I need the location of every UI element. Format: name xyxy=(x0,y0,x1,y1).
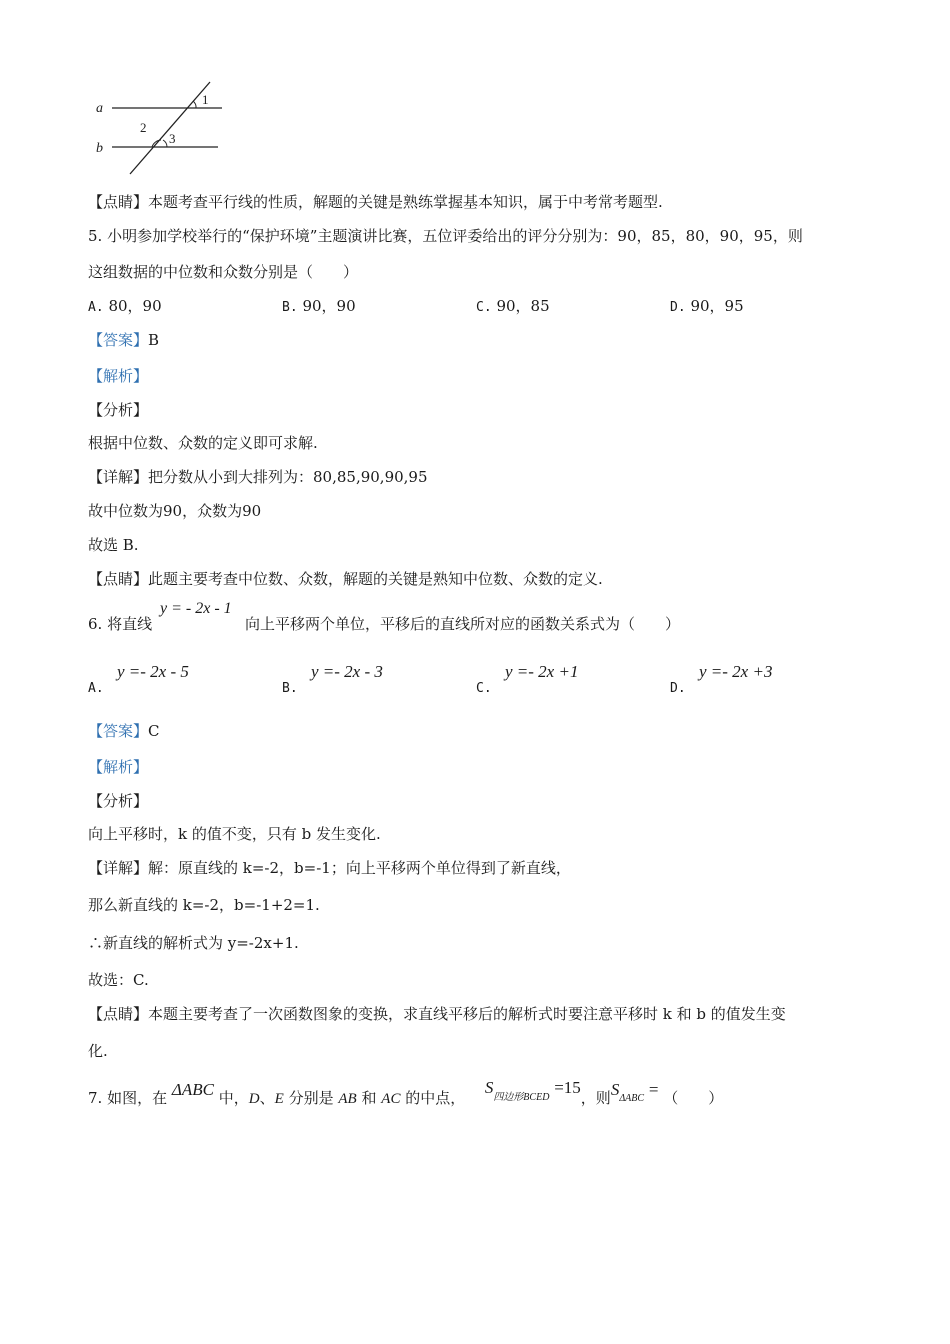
option-label: D. xyxy=(670,681,686,696)
label-a: a xyxy=(96,101,103,116)
option-label: C. xyxy=(476,681,492,696)
q7-ab: AB xyxy=(338,1091,357,1107)
q5-analysis-tag: 【解析】 xyxy=(88,367,149,385)
option-text: 90，85 xyxy=(496,297,550,315)
q7-s2-equals: = xyxy=(648,1080,659,1099)
q7-mid2: 分别是 xyxy=(288,1089,334,1107)
q4-comment: 【点睛】本题考查平行线的性质，解题的关键是熟练掌握基本知识，属于中考常考题型. xyxy=(88,193,663,211)
q5-answer xyxy=(88,330,159,350)
option-label: C. xyxy=(476,300,492,315)
option-text: 80，90 xyxy=(108,297,162,315)
q7-point-d: D xyxy=(248,1091,260,1107)
q6-option-d xyxy=(670,677,686,699)
q6-option-d-equation: y =- 2x +3 xyxy=(699,662,773,681)
option-label: D. xyxy=(670,300,686,315)
q6-answer xyxy=(88,721,160,741)
q7-s2: S xyxy=(610,1080,620,1099)
q7-and: 和 xyxy=(361,1089,377,1107)
q6-detail-1: 【详解】解：原直线的 k=-2，b=-1；向上平移两个单位得到了新直线， xyxy=(88,859,571,877)
q5-fenxi-tag: 【分析】 xyxy=(88,401,149,419)
q6-detail-3: ∴新直线的解析式为 y=-2x+1. xyxy=(88,934,299,952)
q6-stem-post: 向上平移两个单位，平移后的直线所对应的函数关系式为（ ） xyxy=(245,615,681,633)
q6-detail-2: 那么新直线的 k=-2，b=-1+2=1. xyxy=(88,896,320,914)
q6-comment-1: 【点睛】本题主要考查了一次函数图象的变换，求直线平移后的解析式时要注意平移时 k 和 b 的值发生变 xyxy=(88,1005,786,1023)
q5-option-c xyxy=(476,296,550,318)
q6-option-a-equation: y =- 2x - 5 xyxy=(117,662,189,681)
parallel-lines-figure xyxy=(90,78,230,178)
q6-option-c xyxy=(476,677,492,699)
q6-stem-pre: 6. 将直线 xyxy=(88,615,153,633)
q7-then: ，则 xyxy=(580,1089,611,1107)
q7-mid3: 的中点， xyxy=(405,1089,466,1107)
q6-fenxi-text: 向上平移时，k 的值不变，只有 b 发生变化. xyxy=(88,825,381,843)
option-label: B. xyxy=(282,681,298,696)
q7-s1-value: =15 xyxy=(554,1078,581,1097)
q6-stem-equation: y = - 2x - 1 xyxy=(160,600,232,617)
q5-comment: 【点睛】此题主要考查中位数、众数，解题的关键是熟知中位数、众数的定义. xyxy=(88,570,603,588)
q5-option-a xyxy=(88,296,162,318)
q7-mid1: 中， xyxy=(218,1089,249,1107)
q5-option-b xyxy=(282,296,356,318)
angle-1-label: 1 xyxy=(202,92,209,107)
q6-option-b-equation: y =- 2x - 3 xyxy=(311,662,383,681)
angle-3-arc xyxy=(163,140,167,147)
angle-3-label: 3 xyxy=(169,131,176,146)
q6-option-b xyxy=(282,677,298,699)
angle-2-label: 2 xyxy=(140,120,147,135)
option-label: A. xyxy=(88,300,104,315)
q7-point-e: E xyxy=(274,1091,284,1107)
q7-triangle: ΔABC xyxy=(171,1080,214,1099)
q6-analysis-tag: 【解析】 xyxy=(88,758,149,776)
answer-tag: 【答案】 xyxy=(88,331,149,349)
q7-s1-sub: 四边形BCED xyxy=(493,1092,550,1103)
option-label: A. xyxy=(88,681,104,696)
q7-blank: （ ） xyxy=(663,1089,724,1107)
angle-1-arc xyxy=(193,101,196,108)
q6-detail-4: 故选：C. xyxy=(88,971,149,989)
q7-s1: S xyxy=(484,1078,494,1097)
q6-option-a xyxy=(88,677,104,699)
q7-s2-sub: ΔABC xyxy=(619,1093,645,1104)
q5-detail-2: 故中位数为90，众数为90 xyxy=(88,502,262,520)
option-text: 90，95 xyxy=(690,297,744,315)
q6-option-c-equation: y =- 2x +1 xyxy=(505,662,579,681)
q5-stem-line1: 5. 小明参加学校举行的“保护环境”主题演讲比赛，五位评委给出的评分分别为：90，85，80，90，95，则 xyxy=(88,227,803,245)
q5-stem-line2: 这组数据的中位数和众数分别是（ ） xyxy=(88,263,359,281)
q5-detail-3: 故选 B. xyxy=(88,536,139,554)
answer-value: C xyxy=(148,722,160,740)
q7-sep: 、 xyxy=(259,1089,275,1107)
answer-value: B xyxy=(148,331,160,349)
label-b: b xyxy=(96,141,103,156)
q6-fenxi-tag: 【分析】 xyxy=(88,792,149,810)
q5-option-d xyxy=(670,296,744,318)
option-text: 90，90 xyxy=(302,297,356,315)
option-label: B. xyxy=(282,300,298,315)
q7-ac: AC xyxy=(381,1091,401,1107)
q7-pre: 7. 如图，在 xyxy=(88,1089,168,1107)
q7-stem xyxy=(88,1078,724,1111)
answer-tag: 【答案】 xyxy=(88,722,149,740)
q6-comment-2: 化. xyxy=(88,1042,108,1060)
q5-fenxi-text: 根据中位数、众数的定义即可求解. xyxy=(88,434,318,452)
q5-detail: 【详解】把分数从小到大排列为：80,85,90,90,95 xyxy=(88,468,428,486)
